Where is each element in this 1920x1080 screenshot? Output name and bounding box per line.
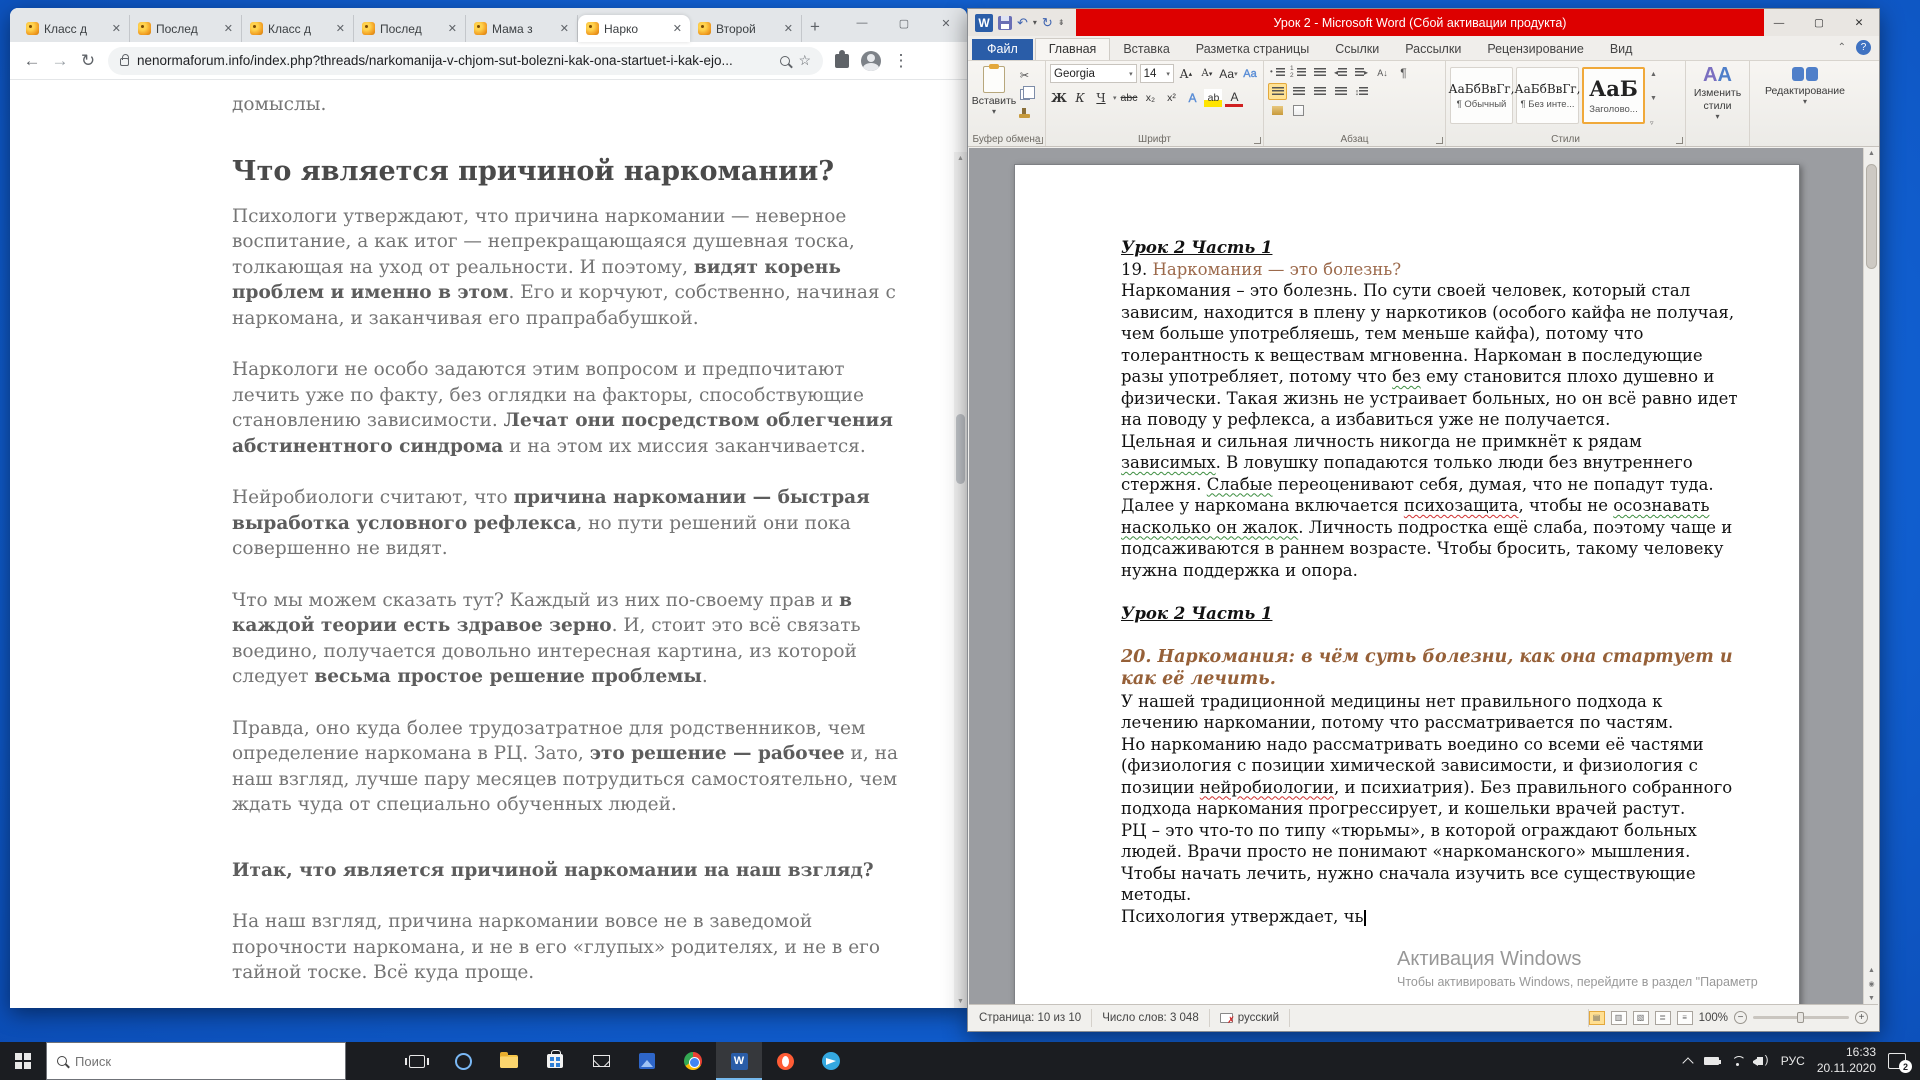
proofing-icon [1220,1013,1233,1023]
styles-group: АаБбВвГг, ¶ Обычный АаБбВвГг, ¶ Без инте... АаБ Заголово... ▲ ▼ ▿ Стили [1446,61,1686,146]
doc-paragraph[interactable]: Цельная и сильная личность никогда не примкнёт к рядам зависимых. В ловушку попадаются только люди без внутреннего стержня. Слабые переоценивают себя, думая, что не попадут туда. Далее у наркомана включается психозащита, чтобы не осознавать насколько он жалок. Личность подростка ещё слаба, поэтому чаще и подсаживаются в раннем возрасте. Чтобы бросить, такому человеку нужна поддержка и опора. [1121,431,1733,580]
numbered-list-icon[interactable]: 1 2 [1289,64,1308,81]
scrollbar-thumb[interactable] [1866,164,1877,269]
article-paragraph: Итак, что является причиной наркомании на наш взгляд? [232,859,874,881]
speaker-icon[interactable] [1757,1057,1763,1065]
clipboard-dialog-launcher[interactable] [1036,137,1043,144]
search-input[interactable] [75,1054,295,1069]
article-paragraph: Психологи утверждают, что причина наркомании — неверное воспитание, а как итог — непрекращающаяся душевная тоска, толкающая на уход от реальности. И поэтому, видят корень проблем и именно в этом. Его и корчуют, собственно, начиная с наркомана, и заканчивая его прапрабабушкой. [232,205,896,329]
editing-group-button[interactable]: Редактирование ▾ [1750,61,1860,146]
taskbar-clock[interactable] [1817,1045,1876,1076]
zoom-level[interactable]: 100% [1698,1011,1728,1024]
maximize-button[interactable]: ▢ [898,17,910,30]
site-favicon-icon [250,22,263,35]
align-center-icon[interactable] [1289,83,1308,100]
previous-page-icon[interactable]: ▲ [1868,967,1875,974]
page-scrollbar[interactable] [954,152,967,1008]
format-painter-icon[interactable] [1016,105,1033,121]
url-text[interactable]: nenormaforum.info/index.php?threads/narkomanija-v-chjom-sut-bolezni-kak-ona-startuet-i-kak-ejo... [137,53,733,68]
styles-dialog-launcher[interactable] [1676,137,1683,144]
chrome-window-controls [841,8,967,38]
styles-gallery-scroll[interactable] [1648,67,1657,131]
document-text[interactable] [1015,165,1799,927]
article-paragraph: Наркологи не особо задаются этим вопросом и предпочитают лечить уже по факту, без оглядки на факторы, способствующие становлению зависимости. Лечат они посредством облегчения абстинентного синдрома и на этом их миссия заканчивается. [232,359,893,457]
styles-down-icon[interactable]: ▼ [1650,95,1657,102]
search-icon [57,1056,67,1066]
tab-close-icon[interactable]: ✕ [783,23,793,35]
article-paragraph: Что мы можем сказать тут? Каждый из них по-своему прав и в каждой теории есть здравое зерно. И, стоит это всё связать воедино, получается довольно интересная картина, из которой следует весьма простое решение проблемы. [232,589,861,687]
doc-paragraph[interactable]: Урок 2 Часть 1 [1121,238,1273,257]
tab-review[interactable]: Рецензирование [1487,42,1584,56]
tab-close-icon[interactable]: ✕ [111,23,121,35]
tab-file[interactable]: Файл [972,39,1033,60]
zoom-slider[interactable] [1753,1016,1849,1019]
clipboard-icon [983,66,1005,93]
doc-paragraph[interactable]: Урок 2 Часть 1 [1121,603,1273,623]
document-canvas [969,148,1878,1004]
site-favicon-icon [26,22,39,35]
clock-date: 20.11.2020 [1816,1061,1876,1075]
style-no-spacing[interactable]: АаБбВвГг, ¶ Без инте... [1516,67,1579,124]
doc-paragraph[interactable]: 20. Наркомания: в чём суть болезни, как она стартует и как её лечить. [1121,646,1733,689]
word-status-bar [969,1004,1878,1030]
paragraph-dialog-launcher[interactable] [1436,137,1443,144]
tab-close-icon[interactable]: ✕ [559,23,569,35]
document-page[interactable] [1014,164,1800,1004]
underline-button[interactable]: Ч [1096,91,1106,105]
task-view-icon [409,1055,425,1068]
font-color-button[interactable]: А [1225,89,1243,107]
help-icon[interactable]: ? [1856,40,1871,55]
site-favicon-icon [362,22,375,35]
hidden-icons-chevron[interactable] [1682,1057,1693,1068]
minimize-button[interactable]: — [1773,16,1785,29]
tab-close-icon[interactable]: ✕ [672,23,682,35]
scroll-up-icon[interactable]: ▲ [957,155,964,162]
show-marks-icon[interactable]: ¶ [1400,65,1407,80]
opera-icon [777,1053,794,1070]
highlight-color-button[interactable]: ab [1204,89,1222,107]
browser-tab[interactable] [242,15,354,42]
chrome-window [10,8,967,1008]
language-switcher[interactable]: РУС [1780,1054,1805,1068]
article-paragraph: На наш взгляд, причина наркомании вовсе не в заведомой порочности наркомана, и не в его «глупых» родителях, и не в его тайной тоске. Всё куда проще. [232,911,881,983]
zoom-slider-thumb[interactable] [1797,1012,1804,1023]
mail-icon [593,1055,610,1067]
text-effects-icon[interactable]: А [1188,91,1197,105]
store-bag-icon [547,1054,563,1068]
shrink-font-button[interactable]: А ▾ [1201,68,1213,79]
tab-close-icon[interactable]: ✕ [447,23,457,35]
notification-badge: 2 [1899,1060,1912,1073]
tab-references[interactable]: Ссылки [1335,42,1380,56]
clipboard-group: Вставить ▾ ✂ Буфер обмена [968,61,1046,146]
address-bar[interactable] [108,47,823,75]
profile-avatar[interactable] [861,51,881,71]
scroll-down-icon[interactable]: ▼ [957,998,964,1005]
windows-logo-icon [15,1053,31,1069]
underline-dropdown-icon[interactable]: ▾ [1113,95,1117,102]
action-center-icon[interactable] [1888,1053,1908,1072]
next-page-icon[interactable]: ▼ [1868,995,1875,1002]
ribbon-tab-row [968,36,1879,61]
word-logo-icon[interactable]: W [975,14,993,32]
tab-title: Нарко [604,21,639,36]
chrome-icon [684,1052,702,1070]
collapse-ribbon-icon[interactable]: ⌃ [1837,42,1846,53]
clear-formatting-button[interactable]: Аа [1243,67,1257,80]
superscript-button[interactable]: х² [1167,92,1176,104]
paste-button[interactable]: Вставить ▾ [972,64,1016,131]
tab-insert[interactable]: Вставка [1123,42,1170,56]
article-heading: Что является причиной наркомании? [232,155,835,187]
fullscreen-view-icon[interactable]: ▥ [1611,1011,1627,1025]
windows-activation-watermark: Активация Windows Чтобы активировать Windows, перейдите в раздел "Параметр [1397,948,1758,989]
word-title-bar [968,9,1879,36]
copy-icon[interactable] [1016,86,1033,102]
battery-icon[interactable] [1704,1057,1719,1065]
tab-title: Второй [716,21,756,36]
font-size-combobox[interactable]: 14 ▾ [1140,64,1174,83]
photos-icon [639,1053,655,1069]
photos-button[interactable] [624,1042,670,1080]
language-indicator[interactable]: ✗ русский [1210,1009,1290,1027]
article-fragment: домыслы. [232,94,327,115]
system-tray [1684,1045,1920,1076]
grow-font-button[interactable]: А ▴ [1179,66,1193,81]
windows-taskbar [0,1042,1920,1080]
tab-close-icon[interactable]: ✕ [223,23,233,35]
customize-qat-icon[interactable]: ⇟ [1057,18,1065,27]
site-favicon-icon [586,22,599,35]
browser-tab[interactable] [690,15,802,42]
browser-tab[interactable] [130,15,242,42]
forward-icon[interactable]: → [51,50,69,70]
italic-button[interactable]: К [1075,91,1085,105]
lock-icon [120,58,129,66]
doc-paragraph[interactable]: У нашей традиционной медицины нет правильного подхода к лечению наркомании, потому что рассматривается по частям. [1121,691,1674,732]
align-left-icon[interactable] [1268,83,1287,100]
align-right-icon[interactable] [1310,83,1329,100]
tab-title: Послед [156,21,198,36]
chrome-button[interactable] [670,1042,716,1080]
web-layout-view-icon[interactable]: ▧ [1633,1011,1649,1025]
extensions-icon[interactable] [835,54,849,68]
scroll-up-icon[interactable]: ▲ [1868,150,1875,157]
back-icon[interactable]: ← [23,50,41,70]
doc-paragraph[interactable] [1121,581,1743,603]
tab-mailings[interactable]: Рассылки [1405,42,1462,56]
style-normal[interactable]: АаБбВвГг, ¶ Обычный [1450,67,1513,124]
folder-icon [500,1055,518,1068]
article-paragraph: Правда, оно куда более трудозатратное для родственников, чем определение наркомана в РЦ. Зато, это решение — рабочее и, на наш взгляд, лучше пару месяцев потрудиться самостоятельно, чем ждать чуда от специально обученных людей. [232,717,898,815]
justify-icon[interactable] [1331,83,1350,100]
maximize-button[interactable]: ▢ [1814,16,1824,29]
start-button[interactable] [0,1042,46,1080]
telegram-button[interactable] [808,1042,854,1080]
opera-button[interactable] [762,1042,808,1080]
chrome-menu-icon[interactable]: ⋮ [892,50,910,70]
tab-page-layout[interactable]: Разметка страницы [1195,42,1310,56]
chrome-tab-strip [10,8,967,42]
word-button-active[interactable] [716,1042,762,1080]
doc-paragraph[interactable] [1121,624,1743,646]
bold-button[interactable]: Ж [1051,91,1067,105]
select-browse-object-icon[interactable]: ◉ [1868,981,1875,988]
new-tab-button[interactable]: + [810,17,820,36]
zoom-out-icon[interactable]: − [1734,1011,1747,1024]
doc-paragraph[interactable]: Наркомания – это болезнь. По сути своей человек, который стал зависим, находится в плену у наркотиков (особого кайфа не получая, чем больше употребляешь, тем меньше кайфа), потому что толерантность к веществам мгновенна. Наркоман в последующие разы употребляет, потому что без ему становится плохо душевно и физически. Такая жизнь не устраивает больных, но он всё равно идет на поводу у рефлекса, а избавиться уже не получается. [1121,281,1738,429]
tab-close-icon[interactable]: ✕ [335,23,345,35]
increase-indent-icon[interactable]: ▸ [1352,64,1371,81]
shading-icon[interactable] [1268,102,1287,119]
ribbon [968,61,1879,147]
save-icon[interactable] [998,16,1012,30]
word-window-controls [1759,9,1879,36]
strikethrough-button[interactable]: abc [1120,92,1138,104]
window-title: Урок 2 - Microsoft Word (Сбой активации продукта) [1273,15,1567,30]
browser-tab[interactable] [354,15,466,42]
forum-article [232,92,910,1008]
subscript-button[interactable]: х₂ [1145,92,1156,104]
close-button[interactable]: ✕ [1854,16,1864,29]
site-favicon-icon [138,22,151,35]
quick-access-toolbar [968,14,1065,32]
paste-dropdown-icon[interactable]: ▾ [991,107,996,116]
outline-view-icon[interactable]: ≣ [1655,1011,1671,1025]
word-scrollbar[interactable] [1863,148,1878,1004]
page-indicator[interactable]: Страница: 10 из 10 [969,1009,1092,1027]
word-window [967,8,1880,1032]
font-name-combobox[interactable]: Georgia ▾ [1050,64,1137,83]
chrome-toolbar [10,42,967,80]
site-favicon-icon [698,22,711,35]
styles-more-icon[interactable]: ▿ [1650,120,1654,127]
draft-view-icon[interactable]: ≡ [1677,1011,1693,1025]
word-count[interactable]: Число слов: 3 048 [1092,1009,1210,1027]
cut-icon[interactable]: ✂ [1019,69,1030,82]
cortana-icon [455,1053,472,1070]
multilevel-list-icon[interactable] [1310,64,1329,81]
styles-up-icon[interactable]: ▲ [1650,71,1657,78]
article-paragraph: Нейробиологи считают, что причина наркомании — быстрая выработка условного рефлекса, но пути решений они пока совершенно не видят. [232,487,870,559]
page-content [10,80,967,1008]
browser-tab-active[interactable] [578,15,690,42]
style-heading-selected[interactable]: АаБ Заголово... [1582,67,1645,124]
doc-paragraph[interactable]: 19. Наркомания — это болезнь? [1121,259,1402,279]
change-case-button[interactable]: Аа ▾ [1219,66,1238,81]
tab-view[interactable]: Вид [1609,42,1633,56]
browser-tab[interactable] [18,15,130,42]
scrollbar-thumb[interactable] [956,414,965,484]
cortana-button[interactable] [440,1042,486,1080]
doc-paragraph[interactable]: Психология утверждает, чь [1121,906,1743,928]
borders-icon[interactable] [1289,102,1308,119]
font-dialog-launcher[interactable] [1254,137,1261,144]
tab-title: Послед [380,21,422,36]
font-group: Georgia ▾ 14 ▾ А ▴ А ▾ Аа ▾ Аа Ж К Ч ▾ abc х₂ х² А ab А Шрифт [1046,61,1264,146]
wifi-icon[interactable] [1731,1056,1745,1066]
mail-button[interactable] [578,1042,624,1080]
line-spacing-icon[interactable]: ↕ [1352,83,1371,100]
minimize-button[interactable]: — [856,17,868,29]
browser-tab[interactable] [466,15,578,42]
task-view-button[interactable] [394,1042,440,1080]
bookmark-star-icon[interactable]: ☆ [798,52,811,68]
find-binoculars-icon [1792,67,1818,81]
tab-title: Мама з [492,21,533,36]
zoom-icon[interactable] [780,56,790,66]
clock-time: 16:33 [1845,1045,1876,1060]
store-button[interactable] [532,1042,578,1080]
decrease-indent-icon[interactable]: ◂ [1331,64,1350,81]
tab-home[interactable]: Главная [1035,38,1111,60]
reload-icon[interactable]: ↻ [80,50,96,70]
change-styles-button[interactable]: АА Изменить стили ▾ [1686,61,1750,146]
site-favicon-icon [474,22,487,35]
doc-paragraph[interactable]: Но наркоманию надо рассматривать воедино со всеми её частями (физиология с позиции химической зависимости, и физиология с позиции нейробиологии, и психиатрия). Без правильного собранного подхода наркомания прогрессирует, и кошельки врачей растут. [1121,734,1733,818]
file-explorer-button[interactable] [486,1042,532,1080]
tab-title: Класс д [44,21,88,36]
redo-icon[interactable]: ↻ [1041,15,1053,30]
bullet-list-icon[interactable]: • [1268,64,1287,81]
telegram-icon [822,1052,840,1070]
sort-icon[interactable]: А↓ [1377,67,1388,78]
undo-dropdown-icon[interactable]: ▾ [1032,18,1037,27]
tab-title: Класс д [268,21,312,36]
taskbar-search[interactable] [46,1042,346,1080]
paragraph-group: • 1 2 ◂ ▸ А↓ ¶ ↕ Абзац [1264,61,1446,146]
word-icon: W [731,1053,748,1070]
undo-icon[interactable]: ↶ [1017,15,1028,30]
activation-alert-band [1076,9,1764,36]
close-button[interactable]: ✕ [941,17,951,30]
print-layout-view-icon[interactable]: ▤ [1589,1011,1605,1025]
doc-paragraph[interactable]: РЦ – это что-то по типу «тюрьмы», в которой ограждают больных людей. Врачи просто не понимают «наркоманского» мышления. Чтобы начать лечить, нужно сначала изучить все существующие методы. [1121,820,1697,904]
zoom-in-icon[interactable]: + [1855,1011,1868,1024]
